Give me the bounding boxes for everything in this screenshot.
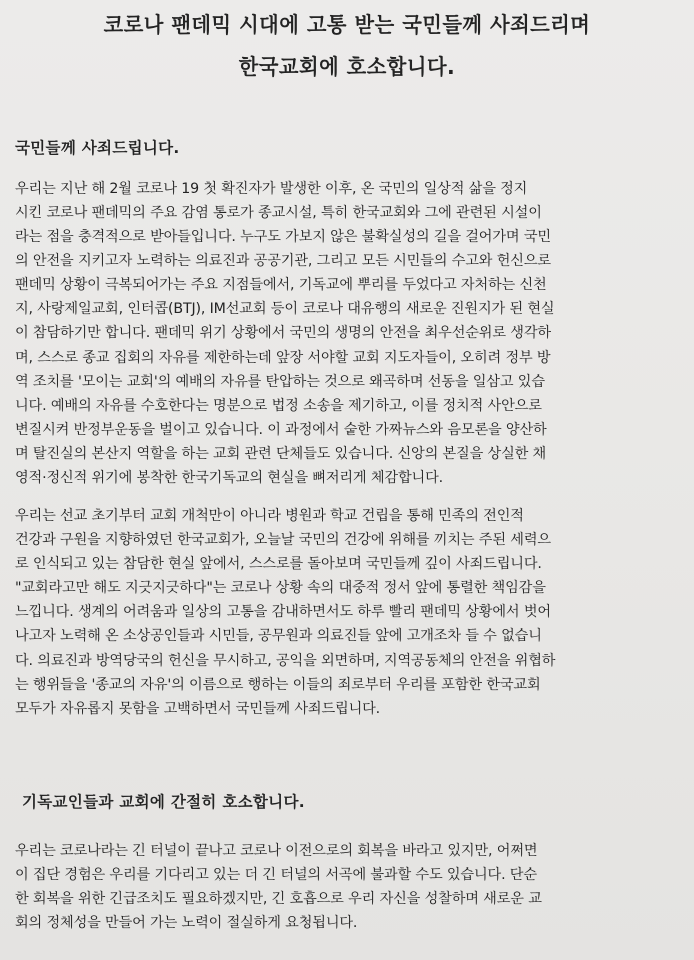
section-heading-appeal: 기독교인들과 교회에 간절히 호소합니다. <box>22 793 305 811</box>
paragraph-line: 우리는 코로나라는 긴 터널이 끝나고 코로나 이전으로의 회복을 바라고 있지만, 어쩌면 <box>15 843 538 859</box>
paragraph-line: 팬데믹 상황이 극복되어가는 주요 지점들에서, 기독교에 뿌리를 두었다고 자처하는 신천 <box>15 277 547 293</box>
paragraph-line: 로 인식되고 있는 참담한 현실 앞에서, 스스로를 돌아보며 국민들께 깊이 사죄드립니다. <box>15 556 542 572</box>
paragraph-line: 니다. 예배의 자유를 수호한다는 명분으로 법정 소송을 제기하고, 이를 정치적 사안으로 <box>15 398 542 414</box>
section-heading-apology: 국민들께 사죄드립니다. <box>15 139 180 157</box>
paragraph-line: 의 안전을 지키고자 노력하는 의료진과 공공기관, 그리고 모든 시민들의 수고와 헌신으로 <box>15 253 551 269</box>
paragraph-line: 영적·정신적 위기에 봉착한 한국기독교의 현실을 뼈저리게 체감합니다. <box>15 470 443 486</box>
paragraph-line: 우리는 지난 해 2월 코로나 19 첫 확진자가 발생한 이후, 온 국민의 일상적 삶을 정지 <box>15 181 528 197</box>
paragraph-line: "교회라고만 해도 지긋지긋하다"는 코로나 상황 속의 대중적 정서 앞에 통렬한 책임감을 <box>15 580 546 596</box>
paragraph-line: 며, 스스로 종교 집회의 자유를 제한하는데 앞장 서야할 교회 지도자들이, 오히려 정부 방 <box>15 350 551 366</box>
paragraph-line: 지, 사랑제일교회, 인터콥(BTJ), IM선교회 등이 코로나 대유행의 새로운 진원지가 된 현실 <box>15 301 555 317</box>
paragraph-line: 역 조치를 '모이는 교회'의 예배의 자유를 탄압하는 것으로 왜곡하며 선동을 일삼고 있습 <box>15 374 545 390</box>
paragraph-line: 모두가 자유롭지 못함을 고백하면서 국민들께 사죄드립니다. <box>15 701 381 717</box>
paragraph-line: 건강과 구원을 지향하였던 한국교회가, 오늘날 국민의 건강에 위해를 끼치는 주된 세력으 <box>15 532 551 548</box>
paragraph-line: 이 참담하기만 합니다. 팬데믹 위기 상황에서 국민의 생명의 안전을 최우선순위로 생각하 <box>15 325 551 341</box>
title-line-1: 코로나 팬데믹 시대에 고통 받는 국민들께 사죄드리며 <box>103 13 591 37</box>
paragraph-line: 회의 정체성을 만들어 가는 노력이 절실하게 요청됩니다. <box>15 915 358 931</box>
document-title <box>0 4 694 88</box>
paragraph-line: 나고자 노력해 온 소상공인들과 시민들, 공무원과 의료진들 앞에 고개조차 들 수 없습니 <box>15 628 542 644</box>
paragraph-line: 우리는 선교 초기부터 교회 개척만이 아니라 병원과 학교 건립을 통해 민족의 전인적 <box>15 508 524 524</box>
paragraph-line: 한 회복을 위한 긴급조치도 필요하겠지만, 긴 호흡으로 우리 자신을 성찰하며 새로운 교 <box>15 891 542 907</box>
paragraph-line: 라는 점을 충격적으로 받아들입니다. 누구도 가보지 않은 불확실성의 길을 걸어가며 국민 <box>15 229 551 245</box>
paragraph-line: 다. 의료진과 방역당국의 헌신을 무시하고, 공익을 외면하며, 지역공동체의 안전을 위협하 <box>15 653 556 669</box>
title-line-2: 한국교회에 호소합니다. <box>238 55 456 79</box>
paragraph-line: 느낍니다. 생계의 어려움과 일상의 고통을 감내하면서도 하루 빨리 팬데믹 상황에서 벗어 <box>15 604 551 620</box>
paragraph-line: 이 집단 경험은 우리를 기다리고 있는 더 긴 터널의 서곡에 불과할 수도 있습니다. 단순 <box>15 867 537 883</box>
paragraph-line: 변질시켜 반정부운동을 벌이고 있습니다. 이 과정에서 숱한 가짜뉴스와 음모론을 양산하 <box>15 422 547 438</box>
paragraph-line: 시킨 코로나 팬데믹의 주요 감염 통로가 종교시설, 특히 한국교회와 그에 관련된 시설이 <box>15 205 542 221</box>
paragraph-line: 며 탈진실의 본산지 역할을 하는 교회 관련 단체들도 있습니다. 신앙의 본질을 상실한 채 <box>15 446 547 462</box>
paragraph-line: 는 행위들을 '종교의 자유'의 이름으로 행하는 이들의 죄로부터 우리를 포함한 한국교회 <box>15 677 541 693</box>
